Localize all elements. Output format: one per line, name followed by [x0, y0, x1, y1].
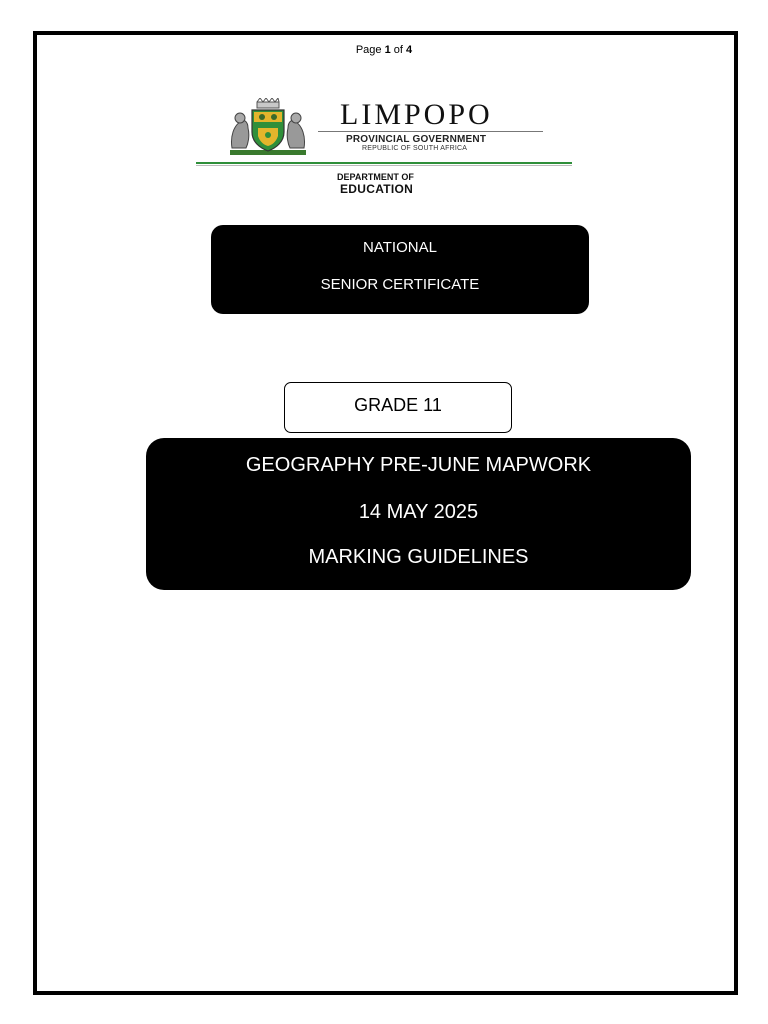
grade-label: GRADE 11: [354, 395, 442, 415]
exam-banner: [146, 438, 691, 590]
logo-country: REPUBLIC OF SOUTH AFRICA: [362, 145, 468, 152]
logo-title: LIMPOPO: [340, 98, 493, 131]
department-line-1: DEPARTMENT OF: [337, 172, 414, 182]
exam-date: 14 MAY 2025: [358, 501, 479, 523]
logo-green-rule: [196, 162, 572, 164]
department-line-2: EDUCATION: [340, 182, 414, 196]
page-current: 1: [384, 44, 391, 56]
page-total: 4: [406, 44, 413, 56]
page-number: [0, 44, 768, 56]
certificate-line-2: SENIOR CERTIFICATE: [320, 276, 480, 293]
logo-divider: [318, 131, 543, 132]
exam-subject: GEOGRAPHY PRE-JUNE MAPWORK: [245, 454, 592, 476]
coat-of-arms-icon: [226, 98, 310, 158]
page-prefix: Page: [355, 44, 382, 56]
logo-grey-rule: [196, 165, 572, 166]
grade-box: [284, 382, 512, 433]
exam-document-type: MARKING GUIDELINES: [308, 546, 529, 568]
certificate-line-1: NATIONAL: [363, 239, 437, 256]
page-of: of: [393, 44, 403, 56]
certificate-banner: [211, 225, 589, 314]
logo-subtitle: PROVINCIAL GOVERNMENT: [346, 134, 487, 145]
